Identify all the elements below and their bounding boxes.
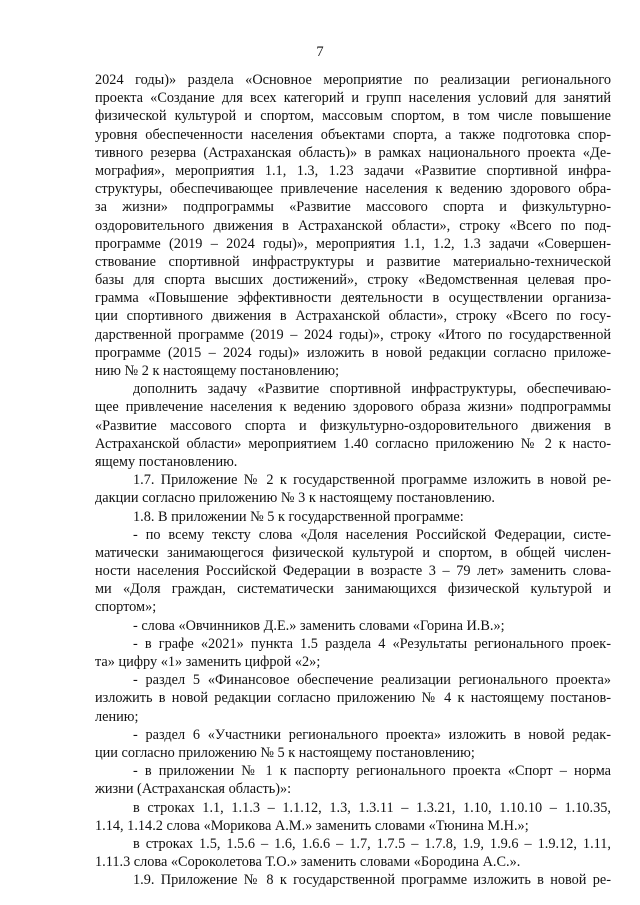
text-line: - слова «Овчинников Д.Е.» заменить словами «Горина И.В.»; [133,617,505,634]
text-line: 1.8. В приложении № 5 к государственной программе: [133,508,464,525]
text-line: жизни (Астраханская область)»: [95,781,292,798]
text-line: 1.7. Приложение № 2 к государственной программе изложить в новой ре- [133,472,611,489]
text-line: в строках 1.1, 1.1.3 – 1.1.12, 1.3, 1.3.11 – 1.3.21, 1.10, 1.10.10 – 1.10.35, [133,799,611,816]
text-line: - в графе «2021» пункта 1.5 раздела 4 «Результаты регионального проек- [133,635,611,652]
text-line: дарственной программе (2019 – 2024 годы)», строку «Итого по государственной [95,326,611,343]
text-line: физической культурой и спортом, массовым спортом, в том числе повышение [95,108,611,125]
text-line: Астраханской области» мероприятием 1.40 согласно приложению № 2 к насто- [95,435,611,452]
text-line: программе (2019 – 2024 годы)», мероприятия 1.1, 1.2, 1.3 задачи «Совершен- [95,235,611,252]
text-line: ми «Доля граждан, систематически занимающихся физической культурой и [95,581,611,598]
text-line: ности населения Российской Федерации в возрасте 3 – 79 лет» заменить слова- [95,563,611,580]
text-line: 1.14, 1.14.2 слова «Морикова А.М.» заменить словами «Тюнина М.Н.»; [95,817,529,834]
text-line: программе (2015 – 2024 годы)» изложить в новой редакции согласно приложе- [95,344,611,361]
text-line: уровня обеспеченности населения объектами спорта, а также подготовка спор- [95,126,611,143]
text-line: лению; [95,708,139,725]
text-line: - по всему тексту слова «Доля населения Российской Федерации, систе- [133,526,611,543]
text-line: спортом»; [95,599,157,616]
text-line: изложить в новой редакции согласно приложению № 4 к настоящему постанов- [95,690,611,707]
page-number: 7 [316,44,324,60]
text-line: ствование спортивной инфраструктуры и развитие материально-технической [95,253,611,270]
text-line: нию № 2 к настоящему постановлению; [95,363,340,379]
text-line: 2024 годы)» раздела «Основное мероприятие по реализации регионального [95,72,611,88]
text-line: щее привлечение населения к ведению здорового образа жизни» подпрограммы [95,399,611,416]
text-line: - в приложении № 1 к паспорту регионального проекта «Спорт – норма [133,763,611,780]
text-line: оздоровительного движения в Астраханской области», строку «Всего по под- [95,217,611,234]
text-line: матически занимающегося физической культурой и спортом, в общей числен- [95,544,611,561]
text-line: в строках 1.5, 1.5.6 – 1.6, 1.6.6 – 1.7, 1.7.5 – 1.7.8, 1.9, 1.9.6 – 1.9.12, 1.11, [133,835,611,852]
text-line: за жизни» подпрограммы «Развитие массового спорта и физкультурно- [95,199,611,216]
text-line: ящему постановлению. [95,453,238,470]
text-line: ции спортивного движения в Астраханской области», строку «Всего по госу- [95,308,611,325]
text-line: та» цифру «1» заменить цифрой «2»; [95,654,321,670]
text-line: грамма «Повышение эффективности деятельности в осуществлении организа- [95,290,611,307]
text-line: структуры, обеспечивающее привлечение населения к ведению здорового обра- [95,181,611,198]
text-line: базы для спорта высших достижений», строку «Ведомственная целевая про- [95,272,611,289]
text-line: 1.11.3 слова «Сороколетова Т.О.» заменить словами «Бородина А.С.». [95,854,521,871]
body-text [95,71,611,889]
text-line: дакции согласно приложению № 3 к настоящему постановлению. [95,490,495,507]
text-line: - раздел 6 «Участники регионального проекта» изложить в новой редак- [133,726,611,743]
text-line: «Развитие массового спорта и физкультурно-оздоровительного движения в [95,417,611,434]
text-line: мография», мероприятия 1.1, 1.3, 1.23 задачи «Развитие спортивной инфра- [95,162,611,179]
text-line: - раздел 5 «Финансовое обеспечение реализации регионального проекта» [133,672,611,689]
text-line: тивного резерва (Астраханская область)» в рамках национального проекта «Де- [95,144,611,161]
text-line: ции согласно приложению № 5 к настоящему постановлению; [95,744,475,761]
text-line: проекта «Создание для всех категорий и групп населения условий для занятий [95,90,611,107]
text-line: 1.9. Приложение № 8 к государственной программе изложить в новой ре- [133,872,611,889]
text-line: дополнить задачу «Развитие спортивной инфраструктуры, обеспечиваю- [133,381,611,398]
